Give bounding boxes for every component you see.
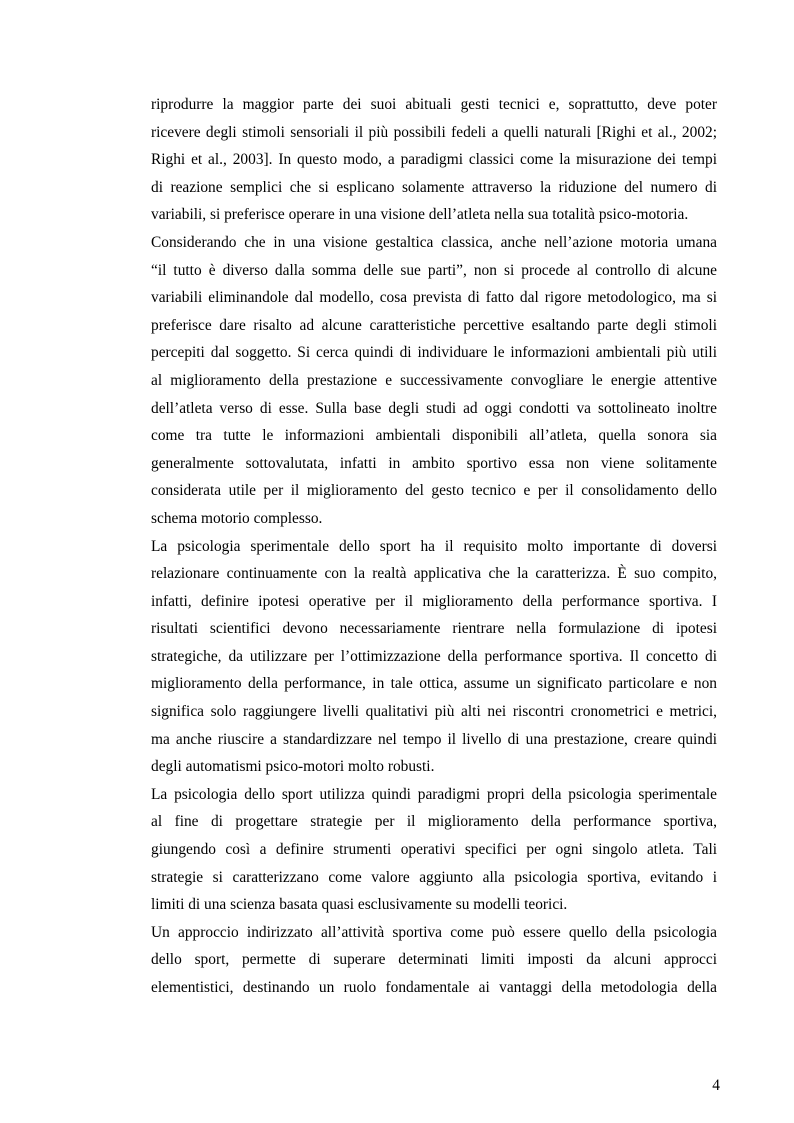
text-line: variabili, si preferisce operare in una visione dell’atleta nella sua totalità psico-motoria.: [151, 206, 689, 224]
text-line: al fine di progettare strategie per il miglioramento della performance sportiva,: [151, 813, 717, 831]
text-line: strategie si caratterizzano come valore aggiunto alla psicologia sportiva, evitando i: [151, 868, 717, 886]
text-line: schema motorio complesso.: [151, 509, 323, 527]
text-line: dell’atleta verso di esse. Sulla base degli studi ad oggi condotti va sottolineato inoltre: [151, 399, 717, 417]
page-number: 4: [712, 1077, 720, 1094]
text-line: percepiti dal soggetto. Si cerca quindi di individuare le informazioni ambientali più utili: [151, 344, 717, 362]
text-line: variabili eliminandole dal modello, cosa prevista di fatto dal rigore metodologico, ma si: [151, 289, 717, 307]
text-line: Considerando che in una visione gestaltica classica, anche nell’azione motoria umana: [151, 233, 717, 251]
text-line: giungendo così a definire strumenti operativi specifici per ogni singolo atleta. Tali: [151, 841, 717, 859]
text-line: di reazione semplici che si esplicano solamente attraverso la riduzione del numero di: [151, 178, 717, 196]
text-line: “il tutto è diverso dalla somma delle sue parti”, non si procede al controllo di alcune: [151, 261, 717, 279]
text-line: ricevere degli stimoli sensoriali il più possibili fedeli a quelli naturali [Righi et al., 2002;: [151, 123, 717, 141]
text-line: significa solo raggiungere livelli qualitativi più alti nei riscontri cronometrici e metrici,: [151, 703, 717, 721]
text-line: elementistici, destinando un ruolo fondamentale ai vantaggi della metodologia della: [151, 979, 717, 996]
text-line: risultati scientifici devono necessariamente rientrare nella formulazione di ipotesi: [151, 620, 717, 638]
text-line: limiti di una scienza basata quasi esclusivamente su modelli teorici.: [151, 896, 568, 914]
text-line: La psicologia dello sport utilizza quindi paradigmi propri della psicologia sperimentale: [151, 785, 717, 803]
paragraph-2: [151, 229, 717, 533]
text-line: generalmente sottovalutata, infatti in ambito sportivo essa non viene solitamente: [151, 454, 717, 472]
text-line: miglioramento della performance, in tale ottica, assume un significato particolare e non: [151, 675, 717, 693]
paragraph-3: [151, 533, 717, 781]
paragraph-1: [151, 91, 717, 229]
paragraph-4: [151, 781, 717, 919]
text-line: degli automatismi psico-motori molto robusti.: [151, 758, 435, 776]
paragraph-5: [151, 919, 717, 1002]
text-line: preferisce dare risalto ad alcune caratteristiche percettive esaltando parte degli stimoli: [151, 316, 717, 334]
text-line: al miglioramento della prestazione e successivamente convogliare le energie attentive: [151, 371, 717, 389]
text-line: riprodurre la maggior parte dei suoi abituali gesti tecnici e, soprattutto, deve poter: [151, 96, 717, 113]
text-line: ma anche riuscire a standardizzare nel tempo il livello di una prestazione, creare quindi: [151, 730, 717, 748]
text-line: dello sport, permette di superare determinati limiti imposti da alcuni approcci: [151, 951, 717, 969]
text-line: Un approccio indirizzato all’attività sportiva come può essere quello della psicologia: [151, 923, 717, 941]
body-text: [151, 91, 717, 1002]
text-line: La psicologia sperimentale dello sport ha il requisito molto importante di doversi: [151, 537, 717, 555]
text-line: considerata utile per il miglioramento del gesto tecnico e per il consolidamento dello: [151, 482, 717, 500]
text-line: strategiche, da utilizzare per l’ottimizzazione della performance sportiva. Il concetto di: [151, 647, 717, 665]
text-line: Righi et al., 2003]. In questo modo, a paradigmi classici come la misurazione dei tempi: [151, 151, 717, 169]
text-line: relazionare continuamente con la realtà applicativa che la caratterizza. È suo compito,: [151, 565, 717, 583]
text-line: infatti, definire ipotesi operative per il miglioramento della performance sportiva. I: [151, 592, 717, 610]
text-line: come tra tutte le informazioni ambientali disponibili all’atleta, quella sonora sia: [151, 427, 717, 445]
